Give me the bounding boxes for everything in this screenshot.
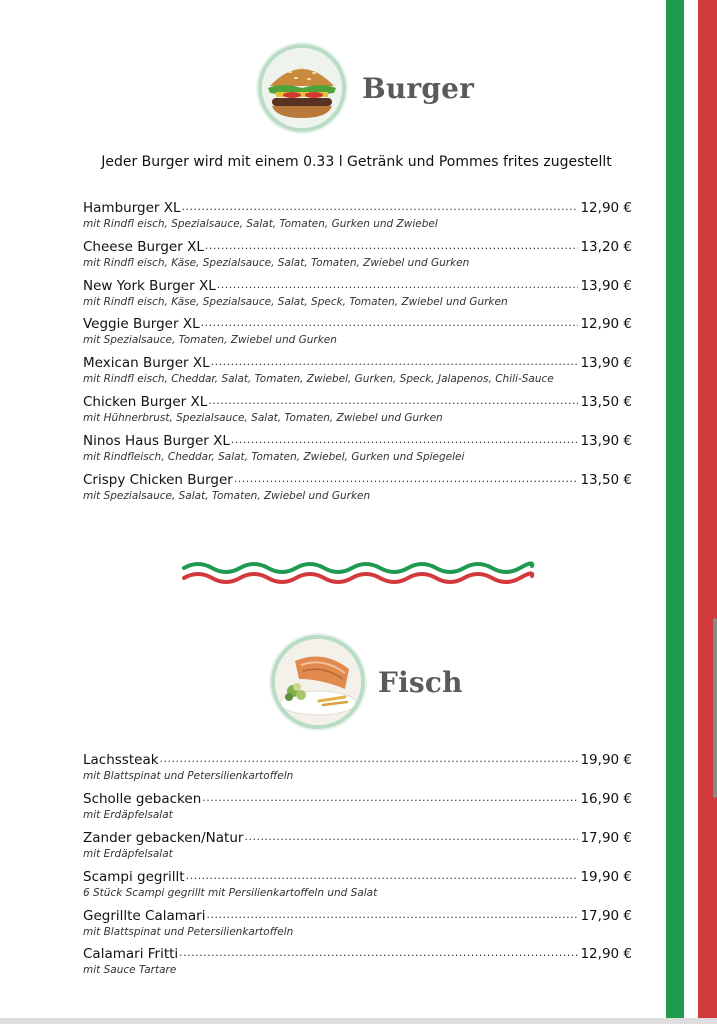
- dot-leader: [244, 830, 578, 844]
- item-description: mit Rindfl eisch, Käse, Spezialsauce, Salat, Speck, Tomaten, Zwiebel und Gurken: [83, 295, 508, 308]
- menu-item: [83, 314, 632, 353]
- item-description: mit Rindfleisch, Cheddar, Salat, Tomaten, Zwiebel, Gurken und Spiegelei: [83, 450, 465, 463]
- item-name: Zander gebacken/Natur: [83, 829, 244, 846]
- item-description: mit Rindfl eisch, Spezialsauce, Salat, Tomaten, Gurken und Zwiebel: [83, 218, 438, 230]
- item-description: mit Erdäpfelsalat: [83, 847, 173, 860]
- item-description: mit Rindfl eisch, Cheddar, Salat, Tomaten, Zwiebel, Gurken, Speck, Jalapenos, Chili-Sauce: [83, 373, 554, 386]
- fisch-menu-list: [83, 750, 632, 983]
- intro-text: Jeder Burger wird mit einem 0.33 l Getränk und Pommes frites zugestellt: [101, 154, 612, 170]
- dot-leader: [201, 316, 579, 330]
- dot-leader: [208, 394, 578, 408]
- menu-item: [83, 392, 632, 431]
- item-description: mit Sauce Tartare: [83, 964, 177, 977]
- item-name: Gegrillte Calamari: [83, 907, 206, 924]
- item-price: 13,90 €: [580, 277, 632, 294]
- menu-item: [83, 944, 632, 983]
- burger-intro-text: [0, 154, 717, 170]
- dot-leader: [202, 791, 578, 805]
- item-price: 12,90 €: [580, 946, 632, 963]
- fish-plate-icon: [275, 639, 361, 725]
- menu-item: [83, 237, 632, 276]
- item-price: 17,90 €: [580, 829, 632, 846]
- burger-section-header: [0, 40, 660, 140]
- item-name: Hamburger XL: [83, 200, 181, 216]
- item-description: mit Spezialsauce, Tomaten, Zwiebel und Gurken: [83, 334, 337, 347]
- item-name: Crispy Chicken Burger: [83, 471, 233, 488]
- item-name: Lachssteak: [83, 752, 159, 768]
- item-name: Scampi gegrillt: [83, 868, 185, 885]
- item-name: New York Burger XL: [83, 277, 216, 294]
- flag-stripe-red: [698, 0, 717, 1018]
- dot-leader: [205, 239, 579, 253]
- dot-leader: [217, 278, 579, 292]
- item-name: Veggie Burger XL: [83, 316, 200, 333]
- item-description: mit Hühnerbrust, Spezialsauce, Salat, Tomaten, Zwiebel und Gurken: [83, 411, 443, 424]
- dot-leader: [234, 472, 579, 486]
- item-name: Chicken Burger XL: [83, 393, 208, 410]
- item-description: mit Spezialsauce, Salat, Tomaten, Zwiebel und Gurken: [83, 489, 371, 502]
- item-price: 19,90 €: [580, 868, 632, 885]
- menu-item: [83, 198, 632, 237]
- item-description: mit Erdäpfelsalat: [83, 808, 173, 821]
- item-price: 13,20 €: [580, 238, 632, 255]
- item-name: Scholle gebacken: [83, 790, 202, 807]
- fisch-section-header: [0, 632, 660, 732]
- item-price: 13,50 €: [580, 471, 632, 488]
- dot-leader: [186, 869, 579, 883]
- menu-item: [83, 789, 632, 828]
- dot-leader: [160, 752, 579, 766]
- item-name: Ninos Haus Burger XL: [83, 432, 230, 449]
- scrollbar-thumb[interactable]: [713, 618, 717, 798]
- item-description: mit Blattspinat und Petersilienkartoffeln: [83, 770, 294, 782]
- menu-item: [83, 867, 632, 906]
- dot-leader: [179, 946, 578, 960]
- menu-item: [83, 828, 632, 867]
- flag-stripe-green: [666, 0, 684, 1018]
- item-price: 16,90 €: [580, 790, 632, 807]
- menu-item: [83, 470, 632, 509]
- menu-item: [83, 750, 632, 789]
- burger-image: [258, 44, 346, 132]
- dot-leader: [211, 355, 579, 369]
- fisch-image: [271, 635, 365, 729]
- burger-section-title: Burger: [362, 72, 475, 105]
- fisch-section-title: Fisch: [378, 666, 463, 699]
- item-description: 6 Stück Scampi gegrillt mit Persilienkartoffeln und Salat: [83, 886, 378, 899]
- wave-divider-icon: [180, 558, 536, 590]
- item-price: 19,90 €: [580, 752, 632, 768]
- item-price: 13,90 €: [580, 355, 632, 372]
- burger-icon: [262, 48, 342, 128]
- menu-item: [83, 276, 632, 315]
- bottom-edge: [0, 1018, 717, 1024]
- burger-menu-list: [83, 198, 632, 508]
- menu-item: [83, 906, 632, 945]
- dot-leader: [231, 433, 579, 447]
- dot-leader: [206, 908, 578, 922]
- item-price: 12,90 €: [580, 316, 632, 333]
- item-price: 13,90 €: [580, 432, 632, 449]
- item-name: Mexican Burger XL: [83, 355, 210, 372]
- menu-item: [83, 353, 632, 392]
- menu-item: [83, 431, 632, 470]
- item-price: 17,90 €: [580, 907, 632, 924]
- item-price: 12,90 €: [580, 200, 632, 216]
- dot-leader: [182, 200, 579, 214]
- item-description: mit Blattspinat und Petersilienkartoffeln: [83, 925, 294, 938]
- item-description: mit Rindfl eisch, Käse, Spezialsauce, Salat, Tomaten, Zwiebel und Gurken: [83, 256, 470, 269]
- item-name: Calamari Fritti: [83, 946, 179, 963]
- flag-stripe-white: [684, 0, 698, 1018]
- item-price: 13,50 €: [580, 393, 632, 410]
- item-name: Cheese Burger XL: [83, 238, 204, 255]
